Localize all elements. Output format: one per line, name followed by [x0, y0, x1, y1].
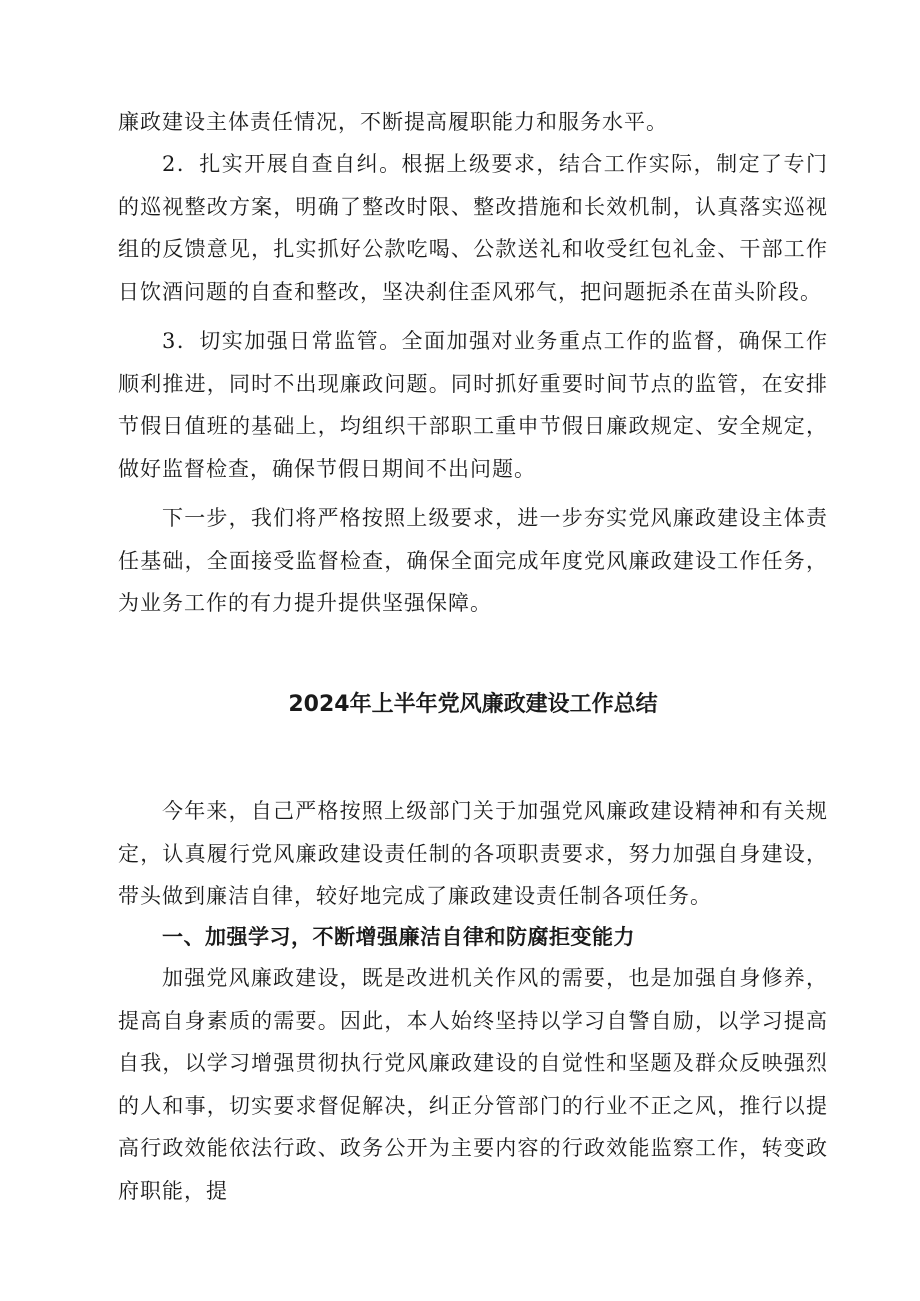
item-2-paragraph: 2．扎实开展自查自纠。根据上级要求，结合工作实际，制定了专门的巡视整改方案，明确了整改时限、整改措施和长效机制，认真落实巡视组的反馈意见，扎实抓好公款吃喝、公款送礼和收受红包礼金、干部工作日饮酒问题的自查和整改，坚决刹住歪风邪气，把问题扼杀在苗头阶段。 — [118, 152, 828, 304]
document-title: 2024年上半年党风廉政建设工作总结 — [288, 692, 658, 717]
section-1-body: 加强党风廉政建设，既是改进机关作风的需要，也是加强自身修养，提高自身素质的需要。因此，本人始终坚持以学习自警自励，以学习提高自我，以学习增强贯彻执行党风廉政建设的自觉性和坚题及群众反映强烈的人和事，切实要求督促解决，纠正分管部门的行业不正之风，推行以提高行政效能依法行政、政务公开为主要内容的行政效能监察工作，转变政府职能，提 — [118, 966, 828, 1203]
next-step-paragraph: 下一步，我们将严格按照上级要求，进一步夯实党风廉政建设主体责任基础，全面接受监督检查，确保全面完成年度党风廉政建设工作任务，为业务工作的有力提升提供坚强保障。 — [118, 506, 828, 615]
section-1-heading: 一、加强学习，不断增强廉洁自律和防腐拒变能力 — [162, 925, 635, 949]
item-3-paragraph: 3．切实加强日常监管。全面加强对业务重点工作的监督，确保工作顺利推进，同时不出现廉政问题。同时抓好重要时间节点的监管，在安排节假日值班的基础上，均组织干部职工重申节假日廉政规定、安全规定，做好监督检查，确保节假日期间不出问题。 — [118, 329, 828, 481]
continuation-paragraph: 廉政建设主体责任情况，不断提高履职能力和服务水平。 — [118, 110, 668, 134]
intro-paragraph: 今年来，自己严格按照上级部门关于加强党风廉政建设精神和有关规定，认真履行党风廉政建设责任制的各项职责要求，努力加强自身建设，带头做到廉洁自律，较好地完成了廉政建设责任制各项任务。 — [118, 799, 828, 908]
